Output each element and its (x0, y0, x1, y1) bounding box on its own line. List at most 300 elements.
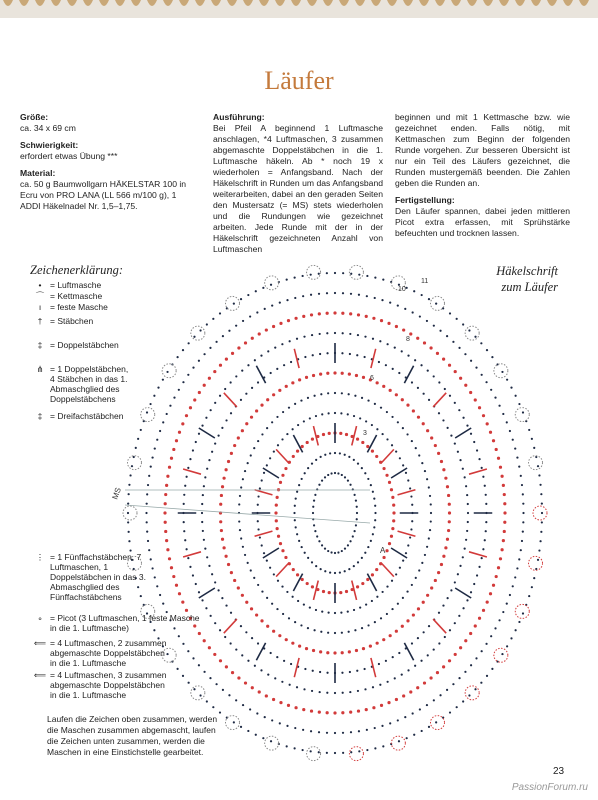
chart-stitch (198, 591, 200, 593)
chart-stitch (512, 439, 514, 441)
chart-stitch (470, 664, 472, 666)
chart-stitch (257, 642, 259, 644)
chart-stitch (245, 422, 248, 425)
chart-stitch (127, 502, 129, 504)
size-heading: Größe: (20, 112, 49, 122)
chart-stitch (364, 472, 366, 474)
chart-stitch (382, 745, 384, 747)
chart-stitch (247, 294, 249, 296)
chart-stitch (421, 730, 423, 732)
chart-stitch (357, 313, 360, 316)
chart-stitch (413, 734, 415, 736)
chart-stitch (540, 531, 542, 533)
fan-stitch-icon: ⋔ (36, 364, 44, 374)
chart-stitch (183, 530, 185, 532)
chart-stitch (465, 485, 467, 487)
chart-stitch (334, 292, 336, 294)
chart-picot (141, 408, 155, 422)
chart-stitch (131, 465, 133, 467)
chart-stitch (501, 653, 503, 655)
chart-stitch (245, 601, 248, 604)
chart-stitch (304, 356, 306, 358)
chart-stitch (345, 433, 348, 436)
chart-stitch (178, 389, 180, 391)
chart-stitch (201, 512, 203, 514)
chart-stitch (289, 340, 291, 342)
chart-stitch (380, 319, 383, 322)
chart-stitch (448, 520, 451, 523)
chart-stitch (334, 752, 336, 754)
chart-stitch (307, 557, 309, 559)
chart-stitch (201, 503, 203, 505)
chart-stitch (235, 375, 237, 377)
chart-stitch (143, 604, 145, 606)
chart-stitch (398, 740, 400, 742)
chart-stitch (486, 675, 488, 677)
chart-stitch (395, 573, 397, 575)
chart-picot (123, 506, 137, 520)
chart-stitch (395, 630, 398, 633)
chart-stitch (486, 601, 489, 604)
chart-stitch (225, 604, 227, 606)
chart-picot (226, 296, 240, 310)
chart-stitch (302, 275, 304, 277)
chart-stitch (509, 430, 511, 432)
chart-stitch (502, 484, 505, 487)
chart-stitch (193, 336, 195, 338)
material-heading: Material: (20, 168, 56, 178)
instructions-text: Bei Pfeil A beginnend 1 Luftmasche anschlagen, *4 Luftmaschen, 3 zusammen abgemaschte Doppelstäbchen in die 1. Luftmasche häkeln. Ab * noch 19 x wiederholen = Anfangsband. Nach der Häkelschrift in Runden um das Anfangsband weiterarbeiten, dabei an den geraden Seiten den Mustersatz (= MS) stets wiederholen und die Rundungen wie gezeichnet arbeiten. Jede Runde mit der in der Häkelschrift gezeichneten Anzahl von Luftmaschen (213, 123, 383, 254)
chart-stitch (300, 399, 302, 401)
chart-stitch (466, 599, 468, 601)
chart-stitch (391, 444, 393, 446)
chart-stitch (302, 749, 304, 751)
chart-stitch (341, 711, 344, 714)
chart-stitch (392, 656, 394, 658)
chart-stitch (208, 646, 211, 649)
chart-stitch (440, 460, 443, 463)
chart-stitch (198, 360, 200, 362)
chart-stitch (394, 346, 396, 348)
chart-stitch (294, 706, 297, 709)
chart-stitch (426, 320, 428, 322)
chart-stitch (422, 601, 425, 604)
picot-icon: ∘ (37, 613, 43, 623)
chart-picot (191, 686, 205, 700)
chart-stitch (480, 682, 482, 684)
chart-stitch (249, 315, 251, 317)
chart-stitch (515, 395, 517, 397)
chart-stitch (166, 548, 169, 551)
chart-stitch (448, 503, 451, 506)
chart-stitch (320, 393, 322, 395)
chart-stitch (204, 476, 206, 478)
chart-stitch (301, 578, 304, 581)
chart-stitch (237, 436, 240, 439)
chart-picot (533, 506, 547, 520)
chart-stitch (313, 524, 315, 526)
chart-stitch (182, 349, 184, 351)
legend-item: ⋔ = 1 Doppelstäbchen, 4 Stäbchen in das 1. Abmaschglied des Doppelstäbchens (30, 364, 130, 404)
chart-stitch (452, 341, 454, 343)
chart-stitch-group (224, 393, 237, 407)
chart-stitch (225, 358, 228, 361)
chart-stitch (372, 491, 374, 493)
chart-stitch (210, 615, 212, 617)
chart-stitch (192, 657, 194, 659)
chart-stitch (219, 629, 221, 631)
chart-stitch (176, 668, 178, 670)
chart-stitch (295, 498, 297, 500)
chart-stitch (306, 441, 309, 444)
legend-item: ⌒ = Kettmasche (30, 291, 102, 301)
chart-stitch (334, 732, 336, 734)
chart-stitch (272, 698, 275, 701)
chart-stitch (358, 750, 360, 752)
chart-stitch (296, 533, 298, 535)
chart-stitch (272, 630, 275, 633)
chart-stitch (178, 635, 180, 637)
chart-stitch (391, 527, 394, 530)
chart-stitch (205, 417, 207, 419)
chart-stitch (250, 569, 252, 571)
chart-stitch (192, 449, 194, 451)
chart-stitch (450, 589, 452, 591)
chart-stitch (420, 364, 422, 366)
chart-stitch (326, 312, 329, 315)
chart-stitch (497, 457, 500, 460)
chart-stitch (359, 606, 361, 608)
chart-stitch (427, 654, 429, 656)
chart-stitch (294, 747, 296, 749)
chart-stitch-group (263, 548, 279, 558)
chart-stitch (367, 624, 369, 626)
chart-stitch (244, 681, 247, 684)
chart-stitch (362, 376, 365, 379)
chart-stitch (402, 464, 404, 466)
legend-title: Zeichenerklärung: (30, 263, 124, 277)
cluster-3-icon: ⟸ (33, 670, 47, 680)
chart-stitch (485, 530, 487, 532)
chart-stitch (537, 465, 539, 467)
chart-stitch (304, 472, 306, 474)
chart-stitch (374, 403, 376, 405)
chart-stitch (215, 341, 217, 343)
chart-stitch (414, 665, 416, 667)
chart-stitch-group (276, 449, 289, 463)
chart-stitch (162, 379, 164, 381)
chart-stitch-group (398, 490, 416, 495)
chart-stitch (297, 424, 299, 426)
chart-stitch (433, 325, 435, 327)
chart-stitch (473, 583, 475, 585)
chart-stitch (392, 511, 395, 514)
chart-stitch (206, 323, 208, 325)
chart-stitch (285, 385, 288, 388)
chart-stitch (499, 466, 502, 469)
chart-stitch (442, 419, 444, 421)
chart-stitch (281, 681, 283, 683)
chart-stitch (228, 694, 230, 696)
chart-stitch (145, 512, 147, 514)
chart-stitch (358, 274, 360, 276)
chart-stitch-group (183, 552, 201, 557)
chart-stitch (319, 671, 321, 673)
chart-stitch (313, 395, 315, 397)
chart-stitch (306, 582, 309, 585)
chart-stitch (457, 451, 459, 453)
chart-stitch (491, 356, 493, 358)
chart-stitch (363, 668, 365, 670)
chart-stitch (244, 341, 247, 344)
chart-stitch (309, 417, 311, 419)
chart-stitch (349, 312, 352, 315)
chart-stitch (342, 332, 344, 334)
chart-stitch (283, 364, 285, 366)
chart-stitch (486, 422, 489, 425)
chart-stitch (366, 445, 369, 448)
chart-stitch (291, 642, 294, 645)
chart-stitch (458, 347, 460, 349)
chart-stitch (202, 530, 204, 532)
chart-stitch (421, 462, 423, 464)
chart-stitch (352, 535, 354, 537)
chart-stitch (413, 290, 415, 292)
chart-stitch (146, 521, 148, 523)
chart-stitch (369, 645, 372, 648)
chart-stitch-group (183, 469, 201, 474)
chart-stitch (250, 416, 253, 419)
chart-stitch (341, 392, 343, 394)
chart-stitch (214, 581, 216, 583)
chart-stitch (402, 559, 404, 561)
chart-stitch (286, 745, 288, 747)
chart-stitch (206, 556, 208, 558)
chart-stitch (478, 406, 481, 409)
chart-stitch (435, 303, 437, 305)
chart-stitch (217, 435, 219, 437)
chart-stitch (312, 374, 315, 377)
chart-stitch (367, 478, 369, 480)
chart-stitch (231, 352, 234, 355)
chart-stitch (506, 645, 508, 647)
chart-stitch (245, 393, 247, 395)
chart-stitch (486, 349, 488, 351)
chart-stitch (279, 722, 281, 724)
chart-stitch (162, 421, 164, 423)
chart-stitch (464, 476, 466, 478)
chart-stitch (484, 539, 486, 541)
chart-stitch (382, 279, 384, 281)
chart-stitch (401, 674, 403, 676)
chart-stitch (350, 273, 352, 275)
chart-stitch (286, 299, 288, 301)
chart-stitch (128, 531, 130, 533)
chart-stitch (318, 312, 321, 315)
chart-stitch (175, 439, 178, 442)
difficulty-heading: Schwierigkeit: (20, 140, 79, 150)
chart-stitch (448, 659, 451, 662)
chart-stitch (304, 668, 306, 670)
chart-stitch (372, 706, 375, 709)
chart-stitch (410, 495, 412, 497)
chart-stitch (348, 650, 351, 653)
chart-stitch (354, 629, 356, 631)
chart-stitch (286, 279, 288, 281)
chart-stitch (240, 537, 242, 539)
chart-stitch (269, 457, 271, 459)
chart-stitch (214, 442, 216, 444)
chart-stitch (276, 368, 278, 370)
chart-stitch (522, 531, 524, 533)
chart-stitch (271, 421, 273, 423)
chart-stitch (264, 716, 266, 718)
watermark: PassionForum.ru (511, 782, 588, 793)
chart-stitch (303, 688, 305, 690)
chart-stitch (203, 353, 205, 355)
chart-stitch (242, 478, 244, 480)
chart-stitch (468, 329, 470, 331)
chart-stitch (462, 417, 464, 419)
chart-stitch (249, 708, 251, 710)
chart-stitch (259, 536, 261, 538)
chart-stitch (364, 336, 366, 338)
chart-stitch (430, 520, 432, 522)
round-label-11: 11 (421, 278, 429, 285)
chart-stitch (282, 411, 284, 413)
chart-stitch (187, 557, 189, 559)
chart-stitch (436, 671, 439, 674)
chart-stitch (541, 521, 543, 523)
chart-stitch (326, 272, 328, 274)
chart-stitch (468, 694, 470, 696)
chart-stitch (307, 397, 309, 399)
chart-stitch (474, 336, 476, 338)
chart-stitch (402, 427, 404, 429)
chart-stitch (212, 706, 214, 708)
treble-icon: ‡ (37, 340, 43, 350)
chart-stitch (418, 454, 420, 456)
chart-stitch (208, 565, 210, 567)
chart-stitch (164, 530, 167, 533)
chart-stitch (541, 512, 543, 514)
chart-stitch (405, 472, 407, 474)
chart-stitch (193, 398, 196, 401)
chart-stitch (315, 415, 317, 417)
chart-stitch (310, 294, 312, 296)
chart-stitch (387, 322, 390, 325)
chart-stitch (433, 648, 435, 650)
chart-stitch (466, 425, 468, 427)
chart-stitch (281, 549, 284, 552)
chart-stitch (310, 313, 313, 316)
chart-stitch (333, 371, 336, 374)
chart-stitch (202, 494, 204, 496)
chart-stitch (395, 450, 397, 452)
chart-stitch (324, 570, 326, 572)
chart-stitch (315, 459, 317, 461)
chart-stitch (347, 413, 349, 415)
chart-stitch (222, 477, 225, 480)
chart-stitch (341, 632, 343, 634)
chart-stitch (387, 681, 389, 683)
chart-stitch (458, 615, 460, 617)
chart-stitch (385, 474, 388, 477)
chart-stitch (239, 495, 241, 497)
chart-stitch (518, 621, 520, 623)
chart-stitch (429, 495, 431, 497)
chart-stitch (438, 642, 440, 644)
chart-stitch (296, 686, 298, 688)
chart-stitch (357, 690, 359, 692)
chart-stitch (176, 356, 178, 358)
chart-stitch (458, 409, 460, 411)
chart-stitch (484, 485, 486, 487)
chart-stitch (221, 485, 224, 488)
chart-stitch (266, 427, 268, 429)
chart-stitch (276, 608, 278, 610)
chart-stitch (296, 338, 298, 340)
chart-stitch (156, 439, 158, 441)
chart-stitch (372, 533, 374, 535)
chart-picot (349, 747, 363, 761)
chart-stitch (151, 456, 153, 458)
chart-stitch (389, 722, 391, 724)
chart-stitch (420, 660, 422, 662)
chart-stitch (450, 435, 452, 437)
chart-stitch (429, 676, 432, 679)
chart-stitch (501, 371, 503, 373)
chart-stitch (319, 650, 322, 653)
chart-stitch (442, 358, 445, 361)
chart-stitch (303, 603, 305, 605)
chart-stitch (386, 411, 388, 413)
chart-stitch (276, 527, 279, 530)
chart-stitch (277, 444, 279, 446)
chart-stitch (213, 370, 216, 373)
chart-stitch (397, 421, 399, 423)
chart-stitch (447, 494, 450, 497)
chart-stitch (473, 441, 475, 443)
chart-stitch (427, 370, 429, 372)
chart-stitch (349, 711, 352, 714)
chart-stitch (241, 429, 244, 432)
chart-stitch (159, 430, 161, 432)
chain-stitch-icon: • (38, 280, 42, 290)
chart-stitch (334, 692, 336, 694)
chart-stitch (422, 422, 425, 425)
chart-stitch (433, 375, 435, 377)
chart-stitch (389, 302, 391, 304)
chart-stitch (250, 454, 252, 456)
chart-stitch (286, 433, 288, 435)
chart-stitch (416, 686, 419, 689)
chart-stitch (230, 612, 232, 614)
chart-stitch (350, 731, 352, 733)
chart-stitch (374, 621, 376, 623)
chart-stitch (353, 609, 355, 611)
chart-stitch (518, 558, 520, 560)
instructions-continued (395, 112, 570, 239)
chart-stitch (172, 575, 175, 578)
chart-stitch (361, 557, 363, 559)
chart-stitch (434, 444, 437, 447)
chart-stitch (296, 573, 299, 576)
chart-stitch (349, 671, 351, 673)
chart-stitch (458, 677, 460, 679)
chart-stitch (257, 440, 259, 442)
chart-stitch (438, 381, 440, 383)
